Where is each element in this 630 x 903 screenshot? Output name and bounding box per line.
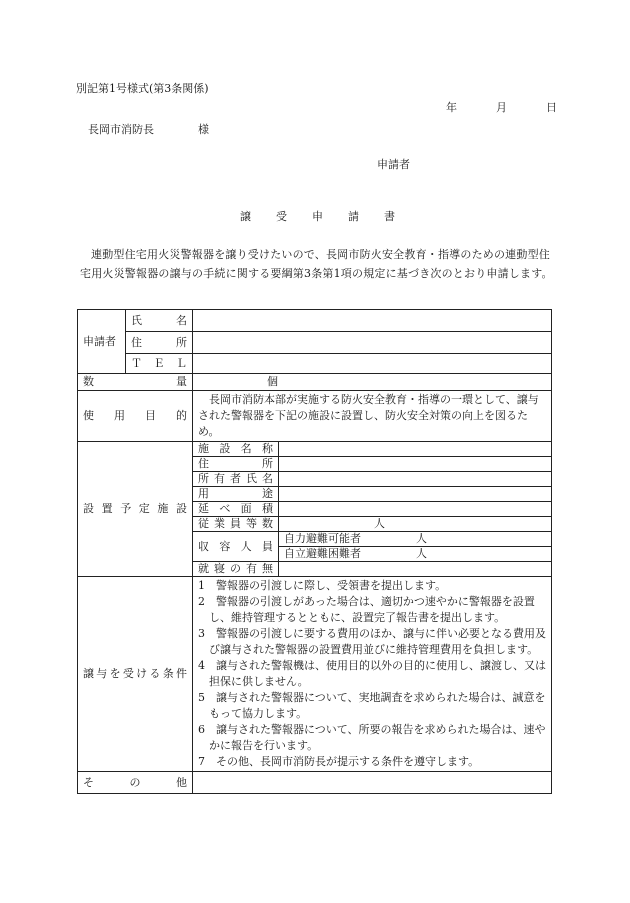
date-day: 日 bbox=[546, 101, 557, 114]
non-self-evac-unit: 人 bbox=[416, 547, 427, 560]
addressee-suffix: 様 bbox=[198, 123, 209, 136]
sleeping-field[interactable] bbox=[279, 562, 552, 577]
application-form-table bbox=[77, 309, 552, 794]
non-self-evac-label: 自立避難困難者 bbox=[284, 547, 361, 560]
title-char: 申 bbox=[312, 210, 323, 223]
facility-name-field[interactable] bbox=[279, 442, 552, 457]
condition-item: 6 譲与された警報器について、所要の報告を求められた場合は、速やかに報告を行います。 bbox=[198, 723, 546, 752]
form-number: 別記第1号様式(第3条関係) bbox=[76, 82, 209, 95]
owner-name-field[interactable] bbox=[279, 472, 552, 487]
conditions-list bbox=[193, 577, 552, 772]
floor-area-label: 延べ面積 bbox=[193, 502, 279, 517]
title-char: 譲 bbox=[240, 210, 251, 223]
condition-item: 7 その他、長岡市消防長が提示する条件を遵守します。 bbox=[198, 755, 480, 768]
employees-label: 従業員等数 bbox=[193, 517, 279, 532]
condition-item: 4 譲与された警報機は、使用目的以外の目的に使用し、譲渡し、又は担保に供しません。 bbox=[198, 659, 546, 688]
floor-area-field[interactable] bbox=[279, 502, 552, 517]
self-evac-unit: 人 bbox=[416, 532, 427, 545]
self-evac-label: 自力避難可能者 bbox=[284, 532, 361, 545]
name-label: 氏 名 bbox=[126, 310, 193, 332]
other-label: そ の 他 bbox=[78, 772, 193, 794]
applicant-group-label: 申請者 bbox=[78, 310, 126, 374]
quantity-label: 数 量 bbox=[78, 374, 193, 391]
purpose-label: 使 用 目 的 bbox=[78, 391, 193, 442]
intro-paragraph: 連動型住宅用火災警報器を譲り受けたいので、長岡市防火安全教育・指導のための連動型住宅用火災警報器の譲与の手続に関する要綱第3条第1項の規定に基づき次のとおり申請します。 bbox=[80, 248, 553, 280]
capacity-label: 収容人員 bbox=[193, 532, 279, 562]
owner-name-label: 所有者氏名 bbox=[193, 472, 279, 487]
document-title bbox=[240, 208, 395, 224]
addressee-name: 長岡市消防長 bbox=[88, 123, 154, 136]
title-char: 請 bbox=[348, 210, 359, 223]
facility-address-label: 住 所 bbox=[193, 457, 279, 472]
addressee bbox=[88, 121, 209, 137]
employees-unit: 人 bbox=[374, 517, 385, 530]
quantity-unit: 個 bbox=[267, 375, 278, 388]
title-char: 受 bbox=[276, 210, 287, 223]
conditions-label: 譲与を受ける条件 bbox=[78, 577, 193, 772]
tel-field[interactable] bbox=[193, 354, 552, 374]
date-line bbox=[446, 99, 557, 115]
condition-item: 3 警報器の引渡しに要する費用のほか、譲与に伴い必要となる費用及び譲与された警報器の設置費用並びに維持管理費用を負担します。 bbox=[198, 627, 546, 656]
address-field[interactable] bbox=[193, 332, 552, 354]
title-char: 書 bbox=[384, 210, 395, 223]
tel-label: Ｔ Ｅ Ｌ bbox=[126, 354, 193, 374]
purpose-text: 長岡市消防本部が実施する防火安全教育・指導の一環として、譲与された警報器を下記の施設に設置し、防火安全対策の向上を図るため。 bbox=[193, 391, 552, 442]
use-field[interactable] bbox=[279, 487, 552, 502]
date-year: 年 bbox=[446, 101, 457, 114]
employees-field[interactable] bbox=[279, 517, 552, 532]
condition-item: 2 警報器の引渡しがあった場合は、適切かつ速やかに警報器を設置し、維持管理するとともに、設置完了報告書を提出します。 bbox=[198, 595, 535, 624]
non-self-evac-field[interactable] bbox=[279, 547, 552, 562]
address-label: 住 所 bbox=[126, 332, 193, 354]
date-month: 月 bbox=[496, 101, 507, 114]
sleeping-label: 就寝の有無 bbox=[193, 562, 279, 577]
condition-item: 5 譲与された警報器について、実地調査を求められた場合は、誠意をもって協力します。 bbox=[198, 691, 546, 720]
facility-address-field[interactable] bbox=[279, 457, 552, 472]
applicant-label: 申請者 bbox=[377, 158, 410, 171]
use-label: 用 途 bbox=[193, 487, 279, 502]
facility-group-label: 設置予定施設 bbox=[78, 442, 193, 577]
name-field[interactable] bbox=[193, 310, 552, 332]
condition-item: 1 警報器の引渡しに際し、受領書を提出します。 bbox=[198, 579, 447, 592]
other-field[interactable] bbox=[193, 772, 552, 794]
quantity-field[interactable] bbox=[193, 374, 552, 391]
facility-name-label: 施設名称 bbox=[193, 442, 279, 457]
self-evac-field[interactable] bbox=[279, 532, 552, 547]
